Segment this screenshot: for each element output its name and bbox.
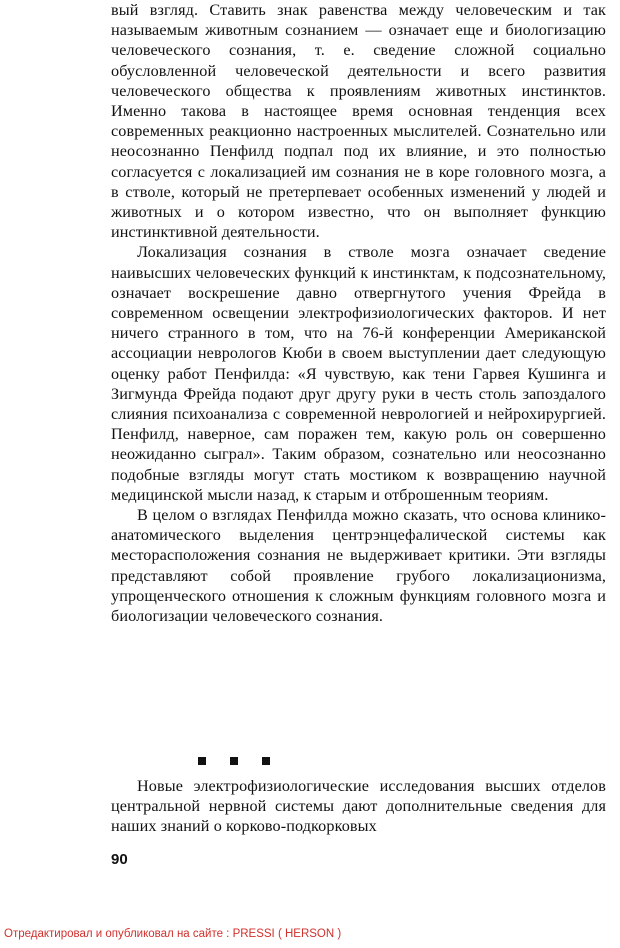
continuation-text-block [111, 776, 606, 837]
separator-square-icon [262, 757, 270, 765]
page-number: 90 [111, 851, 128, 868]
paragraph-3: В целом о взглядах Пенфилда можно сказать, что основа клинико-анатомического выделения центрэнцефалической системы как месторасположения сознания не выдерживает критики. Эти взгляды представляют собой проявление грубого локализационизма, упрощенческого отношения к сложным функциям головного мозга и биологизации человеческого сознания. [111, 506, 606, 626]
paragraph-4: Новые электрофизиологические исследования высших отделов центральной нервной системы дают дополнительные сведения для наших знаний о корково-подкорковых [111, 777, 606, 836]
paragraph-2: Локализация сознания в стволе мозга означает сведение наивысших человеческих функций к инстинктам, к подсознательному, означает воскрешение давно отвергнутого учения Фрейда в современном освещении электрофизиологических факторов. И нет ничего странного в том, что на 76-й конференции Американской ассоциации неврологов Кюби в своем выступлении дает следующую оценку работ Пенфилда: «Я чувствую, как тени Гарвея Кушинга и Зигмунда Фрейда подают друг другу руки в честь столь запоздалого слияния психоанализа с современной неврологией и нейрохирургией. Пенфилд, наверное, сам поражен тем, какую роль он совершенно неожиданно сыграл». Таким образом, сознательно или неосознанно подобные взгляды могут стать мостиком к возвращению научной медицинской мысли назад, к старым и отброшенным теориям. [111, 243, 606, 504]
paragraph-1: вый взгляд. Ставить знак равенства между человеческим и так называемым животным сознанием — означает еще и биологизацию человеческого сознания, т. е. сведение сложной социально обусловленной человеческой деятельности и всего развития человеческого общества к проявлениям животных инстинктов. Именно такова в настоящее время основная тенденция всех современных реакционно настроенных мыслителей. Сознательно или неосознанно Пенфилд подпал под их влияние, и это полностью согласуется с локализацией им сознания не в коре головного мозга, а в стволе, который не претерпевает особенных изменений у людей и животных и о котором известно, что он выполняет функцию инстинктивной деятельности. [111, 1, 606, 242]
separator-square-icon [198, 757, 206, 765]
section-separator [198, 757, 270, 765]
main-text-block [111, 0, 606, 626]
separator-square-icon [230, 757, 238, 765]
watermark-text: Отредактировал и опубликовал на сайте : PRESSI ( HERSON ) [4, 928, 342, 940]
